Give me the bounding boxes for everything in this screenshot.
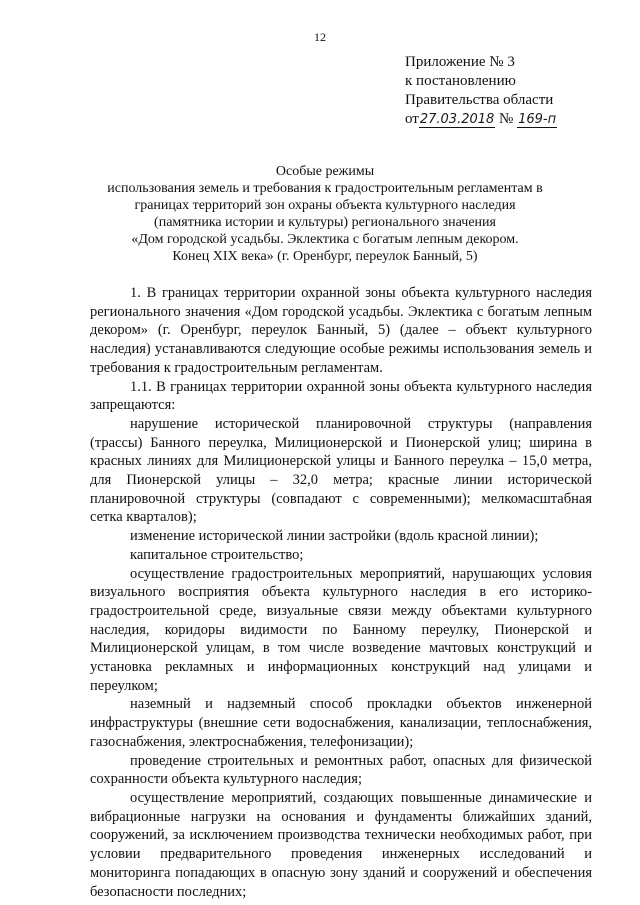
paragraph-infrastructure: наземный и надземный способ прокладки объектов инженерной инфраструктуры (внешние сети водоснабжения, канализации, теплоснабжения, газоснабжения, электроснабжения, телефонизации); (90, 696, 592, 750)
handwritten-number: 169-п (518, 112, 557, 127)
handwritten-date: 27.03.2018 (419, 112, 495, 127)
paragraph-1-1: 1.1. В границах территории охранной зоны объекта культурного наследия запрещаются: (90, 378, 592, 414)
paragraph-1: 1. В границах территории охранной зоны объекта культурного наследия регионального значения «Дом городской усадьбы. Эклектика с богатым лепным декором» (г. Оренбург, переулок Банный, 5) (далее – объект культурного наследия) устанавливаются следующие особые режимы использования земель и требования к градостроительным регламентам. (90, 285, 592, 376)
appendix-line-1: Приложение № 3 (405, 54, 515, 70)
paragraph-building-line: изменение исторической линии застройки (вдоль красной линии); (130, 528, 539, 545)
paragraph-planning-structure: нарушение исторической планировочной структуры (направления (трассы) Банного переулка, Милиционерской и Пионерской улиц; ширина в красных линиях для Милиционерской улицы и Банного переулка – 15,0 метра, для Пионерской улицы – 32,0 метра; красные линии исторической планировочной структуры (совпадают с современными); мелкомасштабная сетка кварталов); (90, 415, 592, 526)
date-prefix: от (405, 111, 419, 127)
title-line-3: границах территорий зон охраны объекта культурного наследия (134, 198, 516, 213)
appendix-date-line (405, 110, 557, 129)
paragraph-visual-perception: осуществление градостроительных мероприятий, нарушающих условия визуального восприятия объекта культурного наследия в его историко-градостроительной среде, визуальные связи между объектами культурного наследия, коридоры видимости по Банному переулку, Пионерской и Милиционерской улицам, в том числе возведение мачтовых конструкций и установка рекламных и информационных конструкций над улицами и переулком; (90, 565, 592, 694)
paragraph-construction-works: проведение строительных и ремонтных работ, опасных для физической сохранности объекта культурного наследия; (90, 752, 592, 788)
title-line-4: (памятника истории и культуры) регионального значения (154, 215, 496, 230)
appendix-line-2: к постановлению (405, 73, 516, 89)
title-line-1: Особые режимы (275, 164, 375, 179)
document-body (90, 284, 592, 901)
title-line-2: использования земель и требования к градостроительным регламентам в (107, 181, 543, 196)
appendix-header (405, 53, 557, 129)
paragraph-dynamic-loads: осуществление мероприятий, создающих повышенные динамические и вибрационные нагрузки на основания и фундаменты ближайших зданий, сооружений, за исключением производства технически необходимых работ, при условии предварительного проведения инженерных исследований и мониторинга попадающих в опасную зону зданий и сооружений и обеспечения безопасности последних; (90, 789, 592, 900)
number-prefix: № (499, 111, 514, 127)
title-line-6: Конец XIX века» (г. Оренбург, переулок Банный, 5) (172, 249, 478, 264)
appendix-line-3: Правительства области (405, 92, 554, 108)
paragraph-capital-construction: капитальное строительство; (130, 546, 304, 563)
page-number: 12 (314, 30, 326, 44)
title-line-5: «Дом городской усадьбы. Эклектика с богатым лепным декором. (131, 232, 519, 247)
document-title (90, 163, 560, 265)
